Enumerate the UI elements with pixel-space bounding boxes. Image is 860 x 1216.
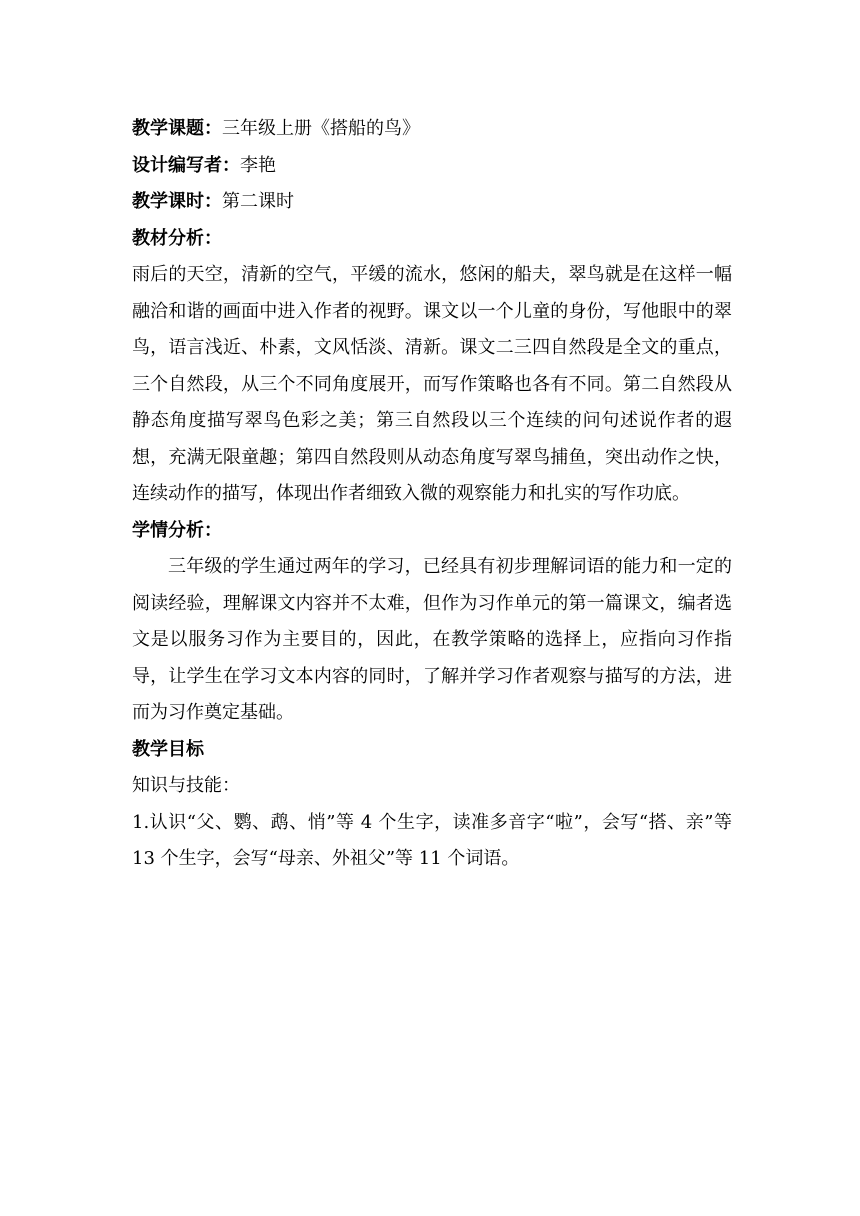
objectives-heading: 教学目标	[132, 738, 204, 760]
period-line	[132, 184, 732, 221]
topic-value: 三年级上册《搭船的鸟》	[222, 118, 420, 139]
objectives-subheading: 知识与技能：	[132, 775, 240, 796]
period-label: 教学课时：	[132, 191, 222, 212]
period-value: 第二课时	[222, 191, 294, 212]
student-analysis-body: 三年级的学生通过两年的学习，已经具有初步理解词语的能力和一定的阅读经验，理解课文内容并不太难，但作为习作单元的第一篇课文，编者选文是以服务习作为主要目的，因此，在教学策略的选择上，应指向习作指导，让学生在学习文本内容的同时，了解并学习作者观察与描写的方法，进而为习作奠定基础。	[132, 556, 732, 723]
author-value: 李艳	[240, 154, 276, 176]
topic-label: 教学课题：	[132, 118, 222, 139]
textbook-analysis-heading: 教材分析：	[132, 227, 222, 249]
textbook-analysis-body: 雨后的天空，清新的空气，平缓的流水，悠闲的船夫，翠鸟就是在这样一幅融洽和谐的画面中进入作者的视野。课文以一个儿童的身份，写他眼中的翠鸟，语言浅近、朴素，文风恬淡、清新。课文二三四自然段是全文的重点，三个自然段，从三个不同角度展开，而写作策略也各有不同。第二自然段从静态角度描写翠鸟色彩之美；第三自然段以三个连续的问句述说作者的遐想，充满无限童趣；第四自然段则从动态角度写翠鸟捕鱼，突出动作之快，连续动作的描写，体现出作者细致入微的观察能力和扎实的写作功底。	[132, 264, 732, 504]
author-line	[132, 148, 732, 185]
document-page	[132, 111, 732, 878]
author-label: 设计编写者：	[132, 154, 240, 176]
topic-line	[132, 111, 732, 148]
student-analysis-heading: 学情分析：	[132, 519, 222, 541]
objectives-item-1: 1.认识“父、鹦、鹉、悄”等 4 个生字，读准多音字“啦”，会写“搭、亲”等 13 个生字，会写“母亲、外祖父”等 11 个词语。	[132, 811, 732, 869]
